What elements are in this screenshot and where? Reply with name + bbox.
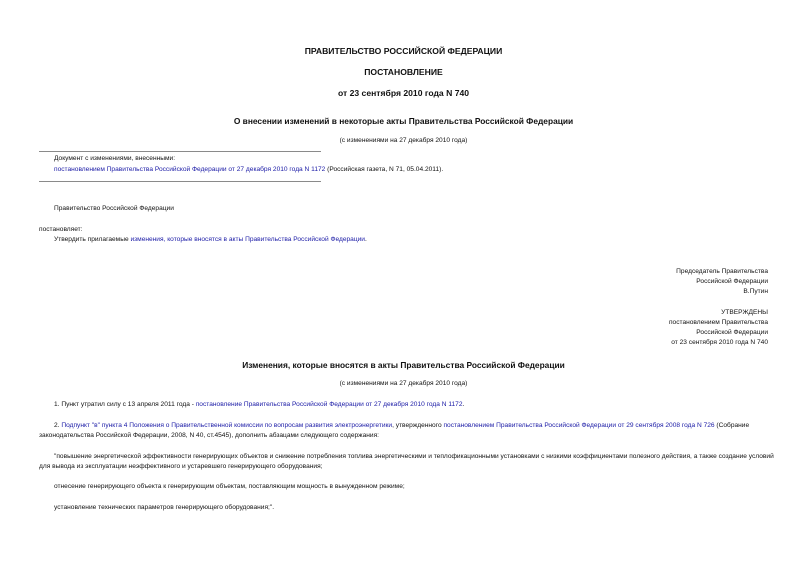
commission-regulation-link[interactable]: Подпункт "в" пункта 4 Положения о Правительственной комиссии по вопросам развития электроэнергетики bbox=[61, 422, 393, 429]
doc-type-heading: ПОСТАНОВЛЕНИЕ bbox=[364, 67, 443, 77]
signature-name: В.Путин bbox=[743, 288, 768, 295]
org-name: Правительство Российской Федерации bbox=[54, 205, 174, 212]
approve-suffix: . bbox=[364, 236, 367, 243]
approved-date: от 23 сентября 2010 года N 740 bbox=[671, 339, 768, 346]
amending-decree-link[interactable]: постановлением Правительства Российской Федерации от 27 декабря 2010 года N 1172 bbox=[54, 166, 326, 173]
approve-paragraph bbox=[54, 236, 367, 243]
doc-title: О внесении изменений в некоторые акты Правительства Российской Федерации bbox=[233, 116, 574, 126]
changes-line bbox=[54, 166, 443, 173]
signature-title: Председатель Правительства bbox=[676, 268, 768, 275]
approved-by: постановлением Правительства bbox=[668, 319, 768, 326]
item-1-suffix: . bbox=[462, 401, 465, 408]
approved-word: УТВЕРЖДЕНЫ bbox=[721, 309, 768, 316]
amending-decree-source: (Российская газета, N 71, 05.04.2011). bbox=[325, 166, 444, 173]
item-1-prefix: 1. Пункт утратил силу с 13 апреля 2011 года - bbox=[54, 401, 196, 408]
item-2 bbox=[39, 421, 774, 441]
item-2-suffix: (Собрание законодательства Российской Федерации, 2008, N 40, ст.4545), дополнить абзацами следующего содержания: bbox=[39, 422, 750, 439]
doc-edition: (с изменениями на 27 декабря 2010 года) bbox=[339, 137, 468, 144]
changes-edition: (с изменениями на 27 декабря 2010 года) bbox=[339, 380, 468, 387]
changes-title: Изменения, которые вносятся в акты Правительства Российской Федерации bbox=[242, 360, 565, 370]
changes-bottom-rule bbox=[39, 181, 321, 182]
signature-org: Российской Федерации bbox=[696, 278, 768, 285]
government-heading: ПРАВИТЕЛЬСТВО РОССИЙСКОЙ ФЕДЕРАЦИИ bbox=[304, 46, 503, 56]
quoted-paragraph-1: "повышение энергетической эффективности генерирующих объектов и снижение потребления топлива энергетическими и теплофикационными установками с низкими коэффициентами полезного действия, а также создание условий для вывода из эксплуатации неэффективного и устаревшего генерирующего оборудования; bbox=[39, 453, 774, 470]
item-2-prefix: 2. bbox=[54, 422, 62, 429]
doc-date-number: от 23 сентября 2010 года N 740 bbox=[337, 88, 470, 98]
approved-changes-link[interactable]: изменения, которые вносятся в акты Правительства Российской Федерации bbox=[130, 236, 365, 243]
changes-label: Документ с изменениями, внесенными: bbox=[54, 155, 176, 162]
approving-decree-link[interactable]: постановлением Правительства Российской Федерации от 29 сентября 2008 года N 726 bbox=[443, 422, 715, 429]
item-1 bbox=[54, 401, 464, 408]
repeal-decree-link[interactable]: постановление Правительства Российской Федерации от 27 декабря 2010 года N 1172 bbox=[195, 401, 463, 408]
approved-org: Российской Федерации bbox=[696, 329, 768, 336]
item-2-mid: , утвержденного bbox=[392, 422, 444, 429]
quoted-paragraph-2: отнесение генерирующего объекта к генерирующим объектам, поставляющим мощность в вынужденном режиме; bbox=[54, 483, 405, 490]
changes-top-rule bbox=[39, 151, 321, 152]
quoted-paragraph-3: установление технических параметров генерирующего оборудования;". bbox=[54, 504, 275, 511]
approve-prefix: Утвердить прилагаемые bbox=[54, 236, 131, 243]
decides-word: постановляет: bbox=[39, 226, 83, 233]
